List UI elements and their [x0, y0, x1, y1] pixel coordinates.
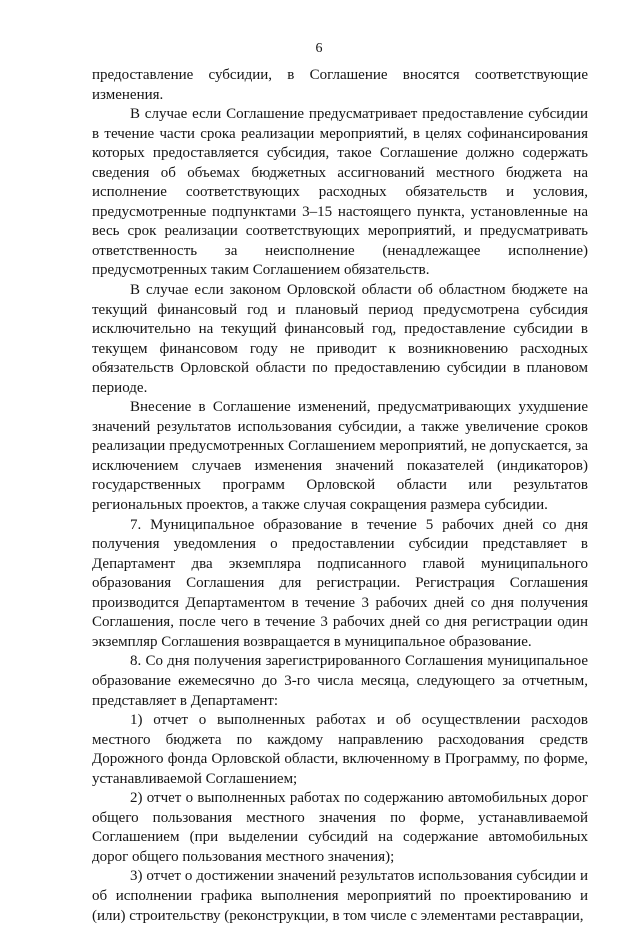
list-item-3: 3) отчет о достижении значений результатов использования субсидии и об исполнении графика выполнения мероприятий по проектированию и (или) строительству (реконструкции, в том числе с элементами реставрации, [92, 868, 588, 924]
list-item-2: 2) отчет о выполненных работах по содержанию автомобильных дорог общего пользования местного значения по форме, устанавливаемой Соглашением (при выделении субсидий на содержание автомобильных дорог общего пользования местного значения); [92, 790, 588, 865]
paragraph-partial-term: В случае если Соглашение предусматривает предоставление субсидии в течение части срока реализации мероприятий, в целях софинансирования которых предоставляется субсидия, такое Соглашение должно содержать сведения об объемах бюджетных ассигнований местного бюджета на исполнение соответствующих расходных обязательств и условия, предусмотренные подпунктами 3–15 настоящего пункта, установленные на весь срок реализации соответствующих мероприятий, и предусматривать ответственность за неисполнение (ненадлежащее исполнение) предусмотренных таким Соглашением обязательств. [92, 106, 588, 279]
page-number: 6 [315, 41, 323, 56]
list-item-1: 1) отчет о выполненных работах и об осуществлении расходов местного бюджета по каждому направлению расходования средств Дорожного фонда Орловской области, включенному в Программу, по форме, устанавливаемой Соглашением; [92, 712, 588, 787]
paragraph-item-7: 7. Муниципальное образование в течение 5 рабочих дней со дня получения уведомления о предоставлении субсидии представляет в Департамент два экземпляра подписанного главой муниципального образования Соглашения для регистрации. Регистрация Соглашения производится Департаментом в течение 3 рабочих дней со дня получения Соглашения, после чего в течение 3 рабочих дней со дня регистрации один экземпляр Соглашения возвращается в муниципальное образование. [92, 516, 588, 650]
paragraph-continuation: предоставление субсидии, в Соглашение вносятся соответствующие изменения. [92, 67, 588, 103]
paragraph-amendments: Внесение в Соглашение изменений, предусматривающих ухудшение значений результатов использования субсидии, а также увеличение сроков реализации предусмотренных Соглашением мероприятий, не допускается, за исключением случаев изменения значений показателей (индикаторов) государственных программ Орловской области или результатов региональных проектов, а также случая сокращения размера субсидии. [92, 399, 588, 514]
document-body [92, 66, 588, 926]
paragraph-item-8: 8. Со дня получения зарегистрированного Соглашения муниципальное образование ежемесячно до 3-го числа месяца, следующего за отчетным, представляет в Департамент: [92, 653, 588, 709]
paragraph-current-year-subsidy: В случае если законом Орловской области об областном бюджете на текущий финансовый год и плановый период предусмотрена субсидия исключительно на текущий финансовый год, предоставление субсидии в текущем финансовом году не приводит к возникновению расходных обязательств Орловской области по предоставлению субсидии в плановом периоде. [92, 282, 588, 396]
